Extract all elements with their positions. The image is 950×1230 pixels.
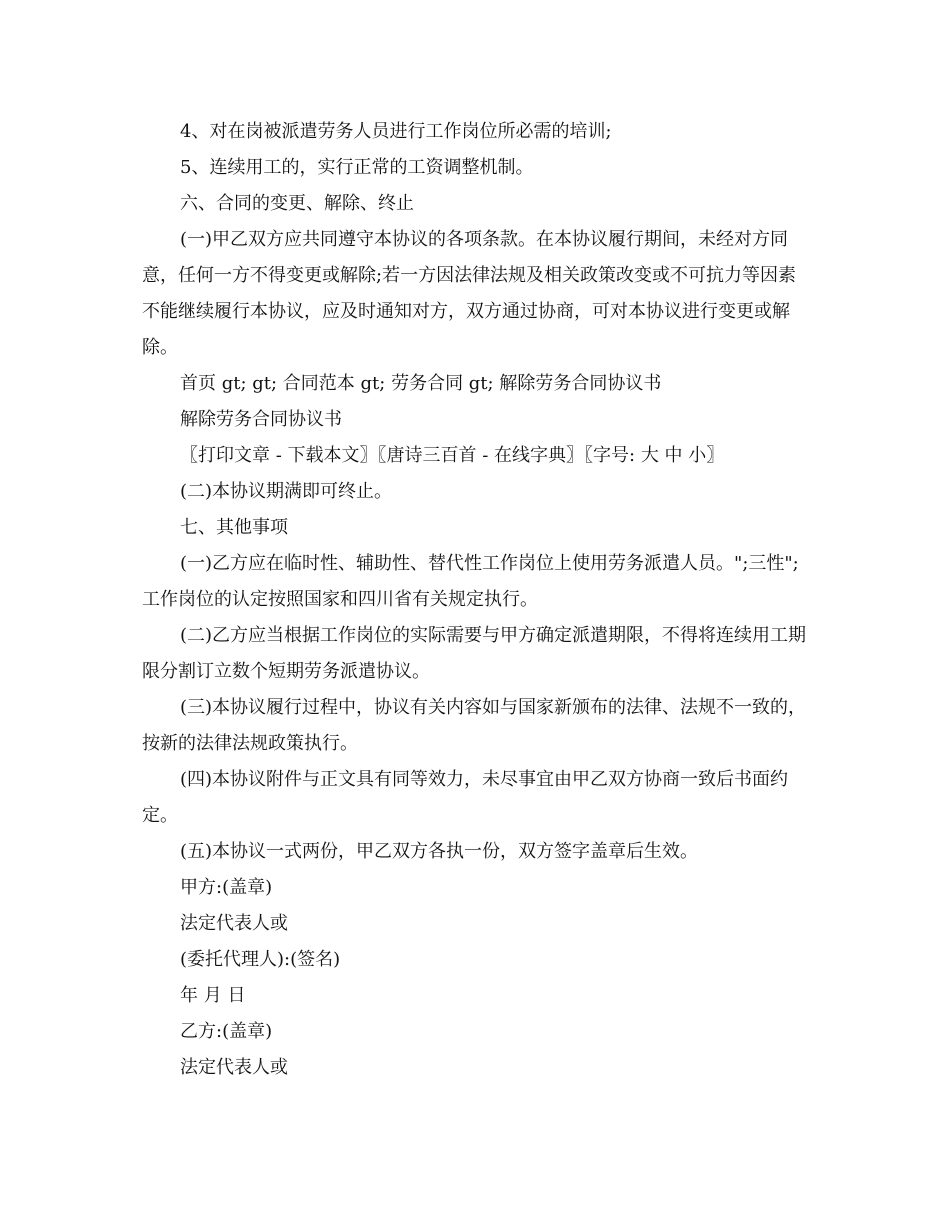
paragraph-other-2: (二)乙方应当根据工作岗位的实际需要与甲方确定派遣期限，不得将连续用工期限分割订立数个短期劳务派遣协议。 [142, 625, 807, 682]
party-a-representative: 法定代表人或 [180, 913, 288, 934]
paragraph-other-4: (四)本协议附件与正文具有同等效力，未尽事宜由甲乙双方协商一致后书面约定。 [142, 769, 789, 826]
article-toolbar: 〖打印文章 - 下载本文〗〖唐诗三百首 - 在线字典〗〖字号: 大 中 小〗 [180, 445, 725, 466]
paragraph-training: 4、对在岗被派遣劳务人员进行工作岗位所必需的培训; [180, 121, 612, 142]
paragraph-other-1: (一)乙方应在临时性、辅助性、替代性工作岗位上使用劳务派遣人员。";三性";工作岗位的认定按照国家和四川省有关规定执行。 [142, 553, 799, 610]
breadcrumb: 首页 gt; gt; 合同范本 gt; 劳务合同 gt; 解除劳务合同协议书 [180, 373, 662, 394]
document-body [142, 114, 812, 1086]
paragraph-wage-adjustment: 5、连续用工的，实行正常的工资调整机制。 [180, 157, 534, 178]
section-heading-other-matters: 七、其他事项 [180, 517, 288, 538]
party-b-seal: 乙方:(盖章) [180, 1021, 273, 1042]
party-a-agent-signature: (委托代理人):(签名) [180, 949, 341, 970]
paragraph-clause-1: (一)甲乙双方应共同遵守本协议的各项条款。在本协议履行期间，未经对方同意，任何一方不得变更或解除;若一方因法律法规及相关政策改变或不可抗力等因素不能继续履行本协议，应及时通知对方，双方通过协商，可对本协议进行变更或解除。 [142, 229, 797, 358]
section-heading-contract-changes: 六、合同的变更、解除、终止 [180, 193, 414, 214]
article-title: 解除劳务合同协议书 [180, 409, 342, 430]
party-a-date: 年 月 日 [180, 985, 246, 1006]
party-b-representative: 法定代表人或 [180, 1057, 288, 1078]
paragraph-other-3: (三)本协议履行过程中，协议有关内容如与国家新颁布的法律、法规不一致的，按新的法律法规政策执行。 [142, 697, 807, 754]
paragraph-clause-2: (二)本协议期满即可终止。 [180, 481, 393, 502]
party-a-seal: 甲方:(盖章) [180, 877, 273, 898]
paragraph-other-5: (五)本协议一式两份，甲乙双方各执一份，双方签字盖章后生效。 [180, 841, 699, 862]
